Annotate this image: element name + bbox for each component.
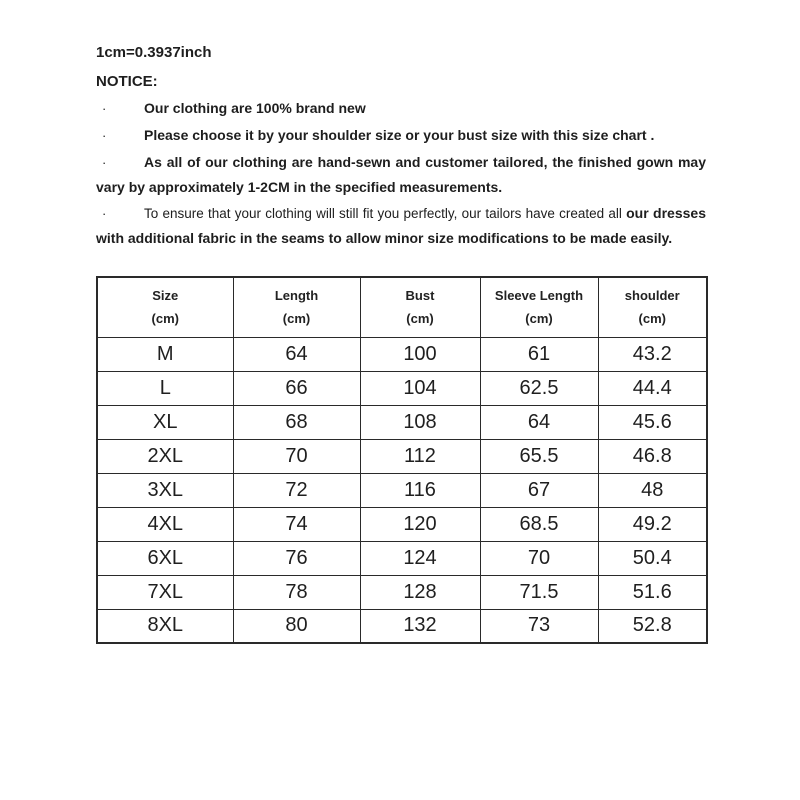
table-cell: 48 — [598, 473, 707, 507]
table-cell: 50.4 — [598, 541, 707, 575]
table-cell: 78 — [233, 575, 360, 609]
table-cell: 52.8 — [598, 609, 707, 643]
table-cell-size: 3XL — [97, 473, 233, 507]
notice-bullet-3 — [96, 150, 706, 199]
notice-heading: NOTICE: — [96, 73, 158, 90]
column-unit: (cm) — [151, 311, 179, 327]
table-cell: 49.2 — [598, 507, 707, 541]
column-header-shoulder — [598, 277, 707, 337]
table-cell: 67 — [480, 473, 598, 507]
bullet-marker: · — [102, 101, 107, 116]
table-row — [97, 473, 707, 507]
table-cell: 70 — [233, 439, 360, 473]
bullet-text-bold: our dresses with additional fabric in the seams to allow minor size modifications to be made easily. — [96, 205, 706, 246]
bullet-marker: · — [102, 206, 107, 221]
column-label: Length — [274, 288, 319, 304]
table-cell: 76 — [233, 541, 360, 575]
table-cell: 128 — [360, 575, 480, 609]
bullet-text-bold: Our clothing are 100% brand new — [144, 100, 366, 116]
table-cell-size: 7XL — [97, 575, 233, 609]
table-cell-size: XL — [97, 405, 233, 439]
column-unit: (cm) — [282, 311, 311, 327]
table-row — [97, 405, 707, 439]
table-cell: 132 — [360, 609, 480, 643]
size-chart-table — [96, 276, 708, 644]
table-cell: 108 — [360, 405, 480, 439]
table-cell: 62.5 — [480, 371, 598, 405]
column-label: Size — [152, 288, 179, 304]
table-cell: 68 — [233, 405, 360, 439]
table-cell: 112 — [360, 439, 480, 473]
table-cell: 120 — [360, 507, 480, 541]
table-cell: 70 — [480, 541, 598, 575]
table-cell: 80 — [233, 609, 360, 643]
bullet-marker: · — [102, 155, 107, 170]
table-cell: 124 — [360, 541, 480, 575]
bullet-text-bold: As all of our clothing are hand-sewn and customer tailored, the finished gown may vary by approximately 1-2CM in the specified measurements. — [96, 154, 706, 195]
table-cell: 51.6 — [598, 575, 707, 609]
notice-bullet-4 — [96, 201, 706, 250]
table-row — [97, 575, 707, 609]
column-header-size — [97, 277, 233, 337]
column-unit: (cm) — [638, 311, 666, 327]
table-cell: 104 — [360, 371, 480, 405]
notice-bullet-2 — [96, 123, 706, 148]
table-row — [97, 371, 707, 405]
table-cell: 73 — [480, 609, 598, 643]
column-header-bust — [360, 277, 480, 337]
column-label: Bust — [405, 288, 435, 304]
table-cell: 74 — [233, 507, 360, 541]
table-cell-size: M — [97, 337, 233, 371]
table-cell: 45.6 — [598, 405, 707, 439]
table-cell: 46.8 — [598, 439, 707, 473]
table-cell-size: 4XL — [97, 507, 233, 541]
size-chart-page — [96, 41, 706, 644]
bullet-marker: · — [102, 128, 107, 143]
table-cell: 100 — [360, 337, 480, 371]
table-row — [97, 507, 707, 541]
table-cell: 116 — [360, 473, 480, 507]
table-cell: 68.5 — [480, 507, 598, 541]
column-unit: (cm) — [406, 311, 434, 327]
table-cell: 66 — [233, 371, 360, 405]
table-cell: 65.5 — [480, 439, 598, 473]
notice-bullet-1 — [96, 96, 706, 121]
table-cell: 64 — [233, 337, 360, 371]
table-cell-size: 8XL — [97, 609, 233, 643]
table-cell-size: 2XL — [97, 439, 233, 473]
column-header-length — [233, 277, 360, 337]
table-cell: 44.4 — [598, 371, 707, 405]
table-cell: 64 — [480, 405, 598, 439]
table-header-row — [97, 277, 707, 337]
bullet-text-regular: To ensure that your clothing will still fit you perfectly, our tailors have created all — [144, 206, 627, 221]
table-row — [97, 439, 707, 473]
column-header-sleeve-length — [480, 277, 598, 337]
table-row — [97, 337, 707, 371]
table-cell: 72 — [233, 473, 360, 507]
bullet-text-bold: Please choose it by your shoulder size or your bust size with this size chart . — [144, 127, 655, 143]
table-row — [97, 609, 707, 643]
table-cell: 43.2 — [598, 337, 707, 371]
table-cell-size: L — [97, 371, 233, 405]
table-cell-size: 6XL — [97, 541, 233, 575]
table-row — [97, 541, 707, 575]
column-unit: (cm) — [525, 311, 553, 327]
column-label: Sleeve Length — [494, 288, 584, 304]
column-label: shoulder — [624, 288, 680, 304]
table-cell: 61 — [480, 337, 598, 371]
conversion-note: 1cm=0.3937inch — [96, 44, 212, 61]
table-cell: 71.5 — [480, 575, 598, 609]
